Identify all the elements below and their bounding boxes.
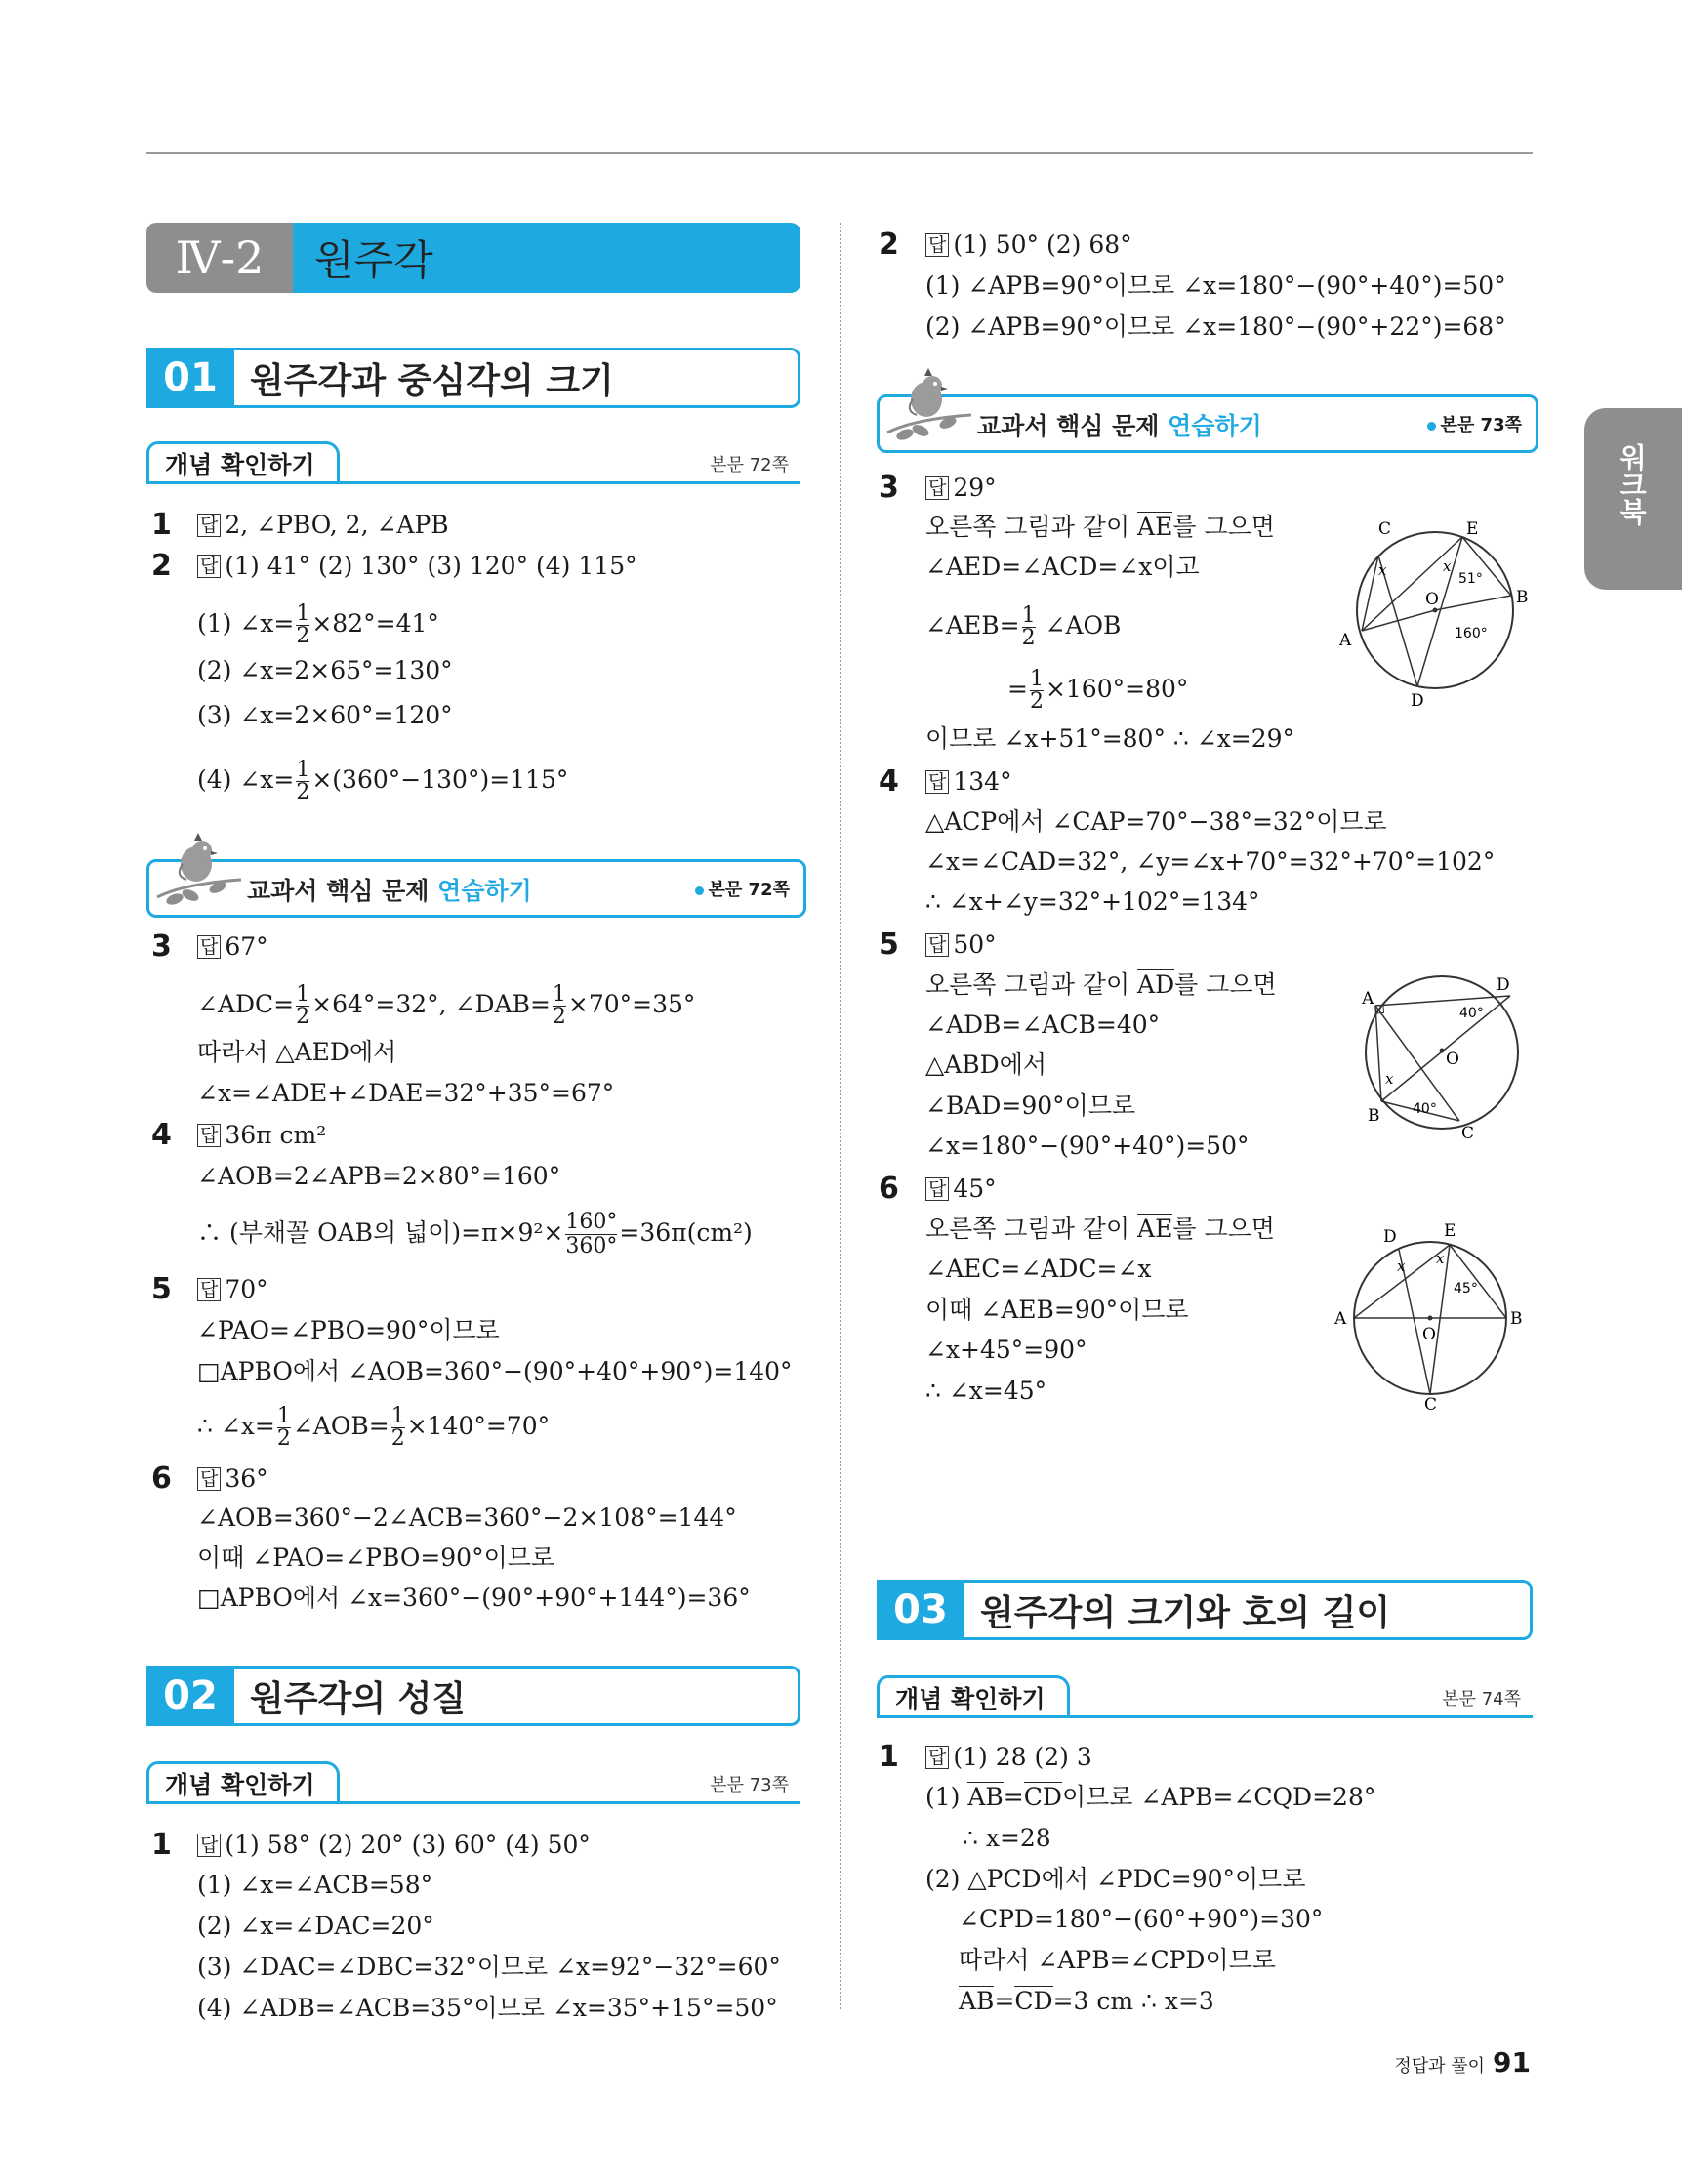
solution-line: ∠AED=∠ACD=∠x이고: [925, 553, 1200, 581]
answer-mark: 답: [925, 933, 949, 957]
circle-figure-q5: [1352, 967, 1533, 1142]
solution-line: □APBO에서 ∠AOB=360°−(90°+40°+90°)=140°: [197, 1357, 793, 1385]
solution-line: (1) AB=CD이므로 ∠APB=∠CQD=28°: [925, 1783, 1376, 1811]
label-o: O: [1446, 1050, 1459, 1069]
solution-line: (1) ∠x=∠ACB=58°: [197, 1871, 433, 1899]
answer-line: 답 134°: [925, 767, 1012, 797]
answer-line: 답 (1) 50° (2) 68°: [925, 230, 1132, 260]
concept-bar-1: [146, 441, 800, 484]
solution-line: ∠AOB=2∠APB=2×80°=160°: [197, 1162, 561, 1190]
label-d: D: [1411, 691, 1424, 708]
label-c: C: [1424, 1395, 1438, 1411]
practice-ref: 본문 73쪽: [1427, 411, 1522, 436]
label-d: D: [1383, 1227, 1397, 1247]
question-number: 3: [879, 471, 899, 505]
solution-line: ∴ ∠x+∠y=32°+102°=134°: [925, 887, 1260, 916]
answer-line: 답 50°: [925, 930, 997, 960]
question-number: 5: [151, 1272, 172, 1306]
angle-51: 51°: [1458, 571, 1483, 587]
solution-line: ∠AOB=360°−2∠ACB=360°−2×108°=144°: [197, 1504, 737, 1532]
concept-ref: 본문 73쪽: [710, 1775, 789, 1795]
solution-line: ∴ ∠x=45°: [925, 1377, 1047, 1405]
angle-40-bottom: 40°: [1413, 1101, 1437, 1117]
answer-mark: 답: [925, 1177, 949, 1201]
answer-line: 답 2, ∠PBO, 2, ∠APB: [197, 511, 449, 540]
solution-line: AB=CD=3 cm ∴ x=3: [959, 1987, 1214, 2015]
section-number: 02: [146, 1666, 234, 1726]
solution-line: 이므로 ∠x+51°=80° ∴ ∠x=29°: [925, 724, 1295, 753]
bird-icon: [885, 364, 973, 446]
solution-line: ∠AEC=∠ADC=∠x: [925, 1255, 1152, 1283]
solution-line: (2) ∠x=∠DAC=20°: [197, 1912, 434, 1940]
angle-45: 45°: [1454, 1281, 1478, 1297]
label-d: D: [1497, 975, 1510, 995]
answer-mark: 답: [925, 233, 949, 257]
answer-line: 답 (1) 58° (2) 20° (3) 60° (4) 50°: [197, 1831, 591, 1860]
label-a: A: [1339, 631, 1352, 650]
circle-figure-q3: [1337, 513, 1533, 708]
practice-bar-2: [877, 394, 1538, 453]
arc-ae: AE: [1137, 513, 1173, 541]
circle-figure-q6: [1333, 1220, 1528, 1411]
chapter-header: [146, 223, 800, 293]
section-title: 원주각의 크기와 호의 길이: [964, 1580, 1533, 1640]
solution-line: ∠BAD=90°이므로: [925, 1092, 1136, 1120]
practice-label: 교과서 핵심 문제 연습하기: [977, 412, 1262, 440]
chapter-title: 원주각: [293, 223, 800, 293]
solution-line: △ABD에서: [925, 1051, 1046, 1079]
bird-icon: [155, 829, 243, 911]
arc-ad: AD: [1137, 970, 1175, 999]
question-number: 6: [151, 1462, 172, 1496]
arc-cd: CD: [1023, 1783, 1062, 1811]
solution-line: 따라서 △AED에서: [197, 1038, 397, 1066]
footer-label: 정답과 풀이: [1394, 2056, 1486, 2077]
question-number: 6: [879, 1172, 899, 1206]
solution-line: 오른쪽 그림과 같이 AE를 그으면: [925, 1215, 1275, 1243]
label-b: B: [1516, 588, 1529, 607]
concept-label: 개념 확인하기: [877, 1675, 1070, 1717]
section-number: 01: [146, 348, 234, 408]
label-b: B: [1368, 1106, 1380, 1126]
answer-mark: 답: [197, 1834, 221, 1857]
solution-line: ∠AEB= $\frac{1}{2}$ ∠AOB: [925, 603, 1122, 650]
answer-line: 답 70°: [197, 1275, 268, 1304]
label-x: x: [1436, 1250, 1445, 1267]
question-number: 1: [879, 1740, 899, 1774]
solution-line: (2) △PCD에서 ∠PDC=90°이므로: [925, 1865, 1306, 1893]
column-divider: [840, 223, 841, 2009]
label-x: x: [1378, 561, 1387, 579]
question-number: 1: [151, 1828, 172, 1862]
side-tab-label: 워크북: [1616, 443, 1648, 525]
solution-line: 오른쪽 그림과 같이 AE를 그으면: [925, 513, 1275, 541]
answer-line: 답 (1) 41° (2) 130° (3) 120° (4) 115°: [197, 552, 637, 581]
label-x: x: [1443, 557, 1452, 575]
solution-line: ∠x=∠CAD=32°, ∠y=∠x+70°=32°+70°=102°: [925, 847, 1496, 876]
answer-line: 답 45°: [925, 1174, 997, 1204]
solution-line: 이때 ∠AEB=90°이므로: [925, 1296, 1189, 1324]
solution-line: ∠PAO=∠PBO=90°이므로: [197, 1316, 500, 1344]
label-c: C: [1378, 519, 1392, 539]
fraction: $\frac{1}{2}$: [1029, 667, 1044, 714]
arc-ab: AB: [959, 1987, 995, 2015]
answer-mark: 답: [197, 1124, 221, 1147]
angle-160: 160°: [1455, 626, 1488, 641]
solution-line: (4) ∠ADB=∠ACB=35°이므로 ∠x=35°+15°=50°: [197, 1994, 778, 2022]
solution-line: (2) ∠x=2×65°=130°: [197, 656, 453, 684]
label-o: O: [1425, 590, 1439, 609]
label-a: A: [1334, 1309, 1347, 1329]
solution-line: 이때 ∠PAO=∠PBO=90°이므로: [197, 1544, 555, 1572]
top-rule: [146, 152, 1533, 154]
answer-mark: 답: [925, 1746, 949, 1769]
concept-bar-3: [877, 1675, 1533, 1718]
label-c: C: [1461, 1124, 1475, 1142]
answer-line: 답 36°: [197, 1464, 268, 1494]
fraction: $\frac{1}{2}$: [552, 982, 566, 1029]
answer-line: 답 (1) 28 (2) 3: [925, 1743, 1092, 1772]
chapter-number: Ⅳ-2: [146, 223, 293, 293]
solution-line: 따라서 ∠APB=∠CPD이므로: [959, 1946, 1276, 1974]
practice-label: 교과서 핵심 문제 연습하기: [247, 877, 532, 905]
fraction: $\frac{1}{2}$: [296, 982, 310, 1029]
label-o: O: [1422, 1325, 1436, 1344]
question-number: 3: [151, 929, 172, 964]
solution-line: □APBO에서 ∠x=360°−(90°+90°+144°)=36°: [197, 1584, 751, 1612]
arc-ae: AE: [1137, 1215, 1173, 1243]
fraction: $\frac{160^\circ}{360^\circ}$: [565, 1210, 618, 1258]
fraction: $\frac{1}{2}$: [296, 758, 310, 804]
solution-line: (3) ∠DAC=∠DBC=32°이므로 ∠x=92°−32°=60°: [197, 1953, 781, 1981]
label-x: x: [1397, 1257, 1406, 1275]
question-number: 5: [879, 927, 899, 962]
concept-label: 개념 확인하기: [146, 1761, 340, 1803]
practice-ref: 본문 72쪽: [695, 876, 790, 901]
label-e: E: [1466, 519, 1479, 539]
solution-line: ∠x=∠ADE+∠DAE=32°+35°=67°: [197, 1079, 615, 1107]
solution-line: ∠CPD=180°−(60°+90°)=30°: [959, 1905, 1324, 1933]
section-01-heading: [146, 348, 800, 408]
concept-bar-2: [146, 1761, 800, 1804]
solution-line: (4) ∠x= $\frac{1}{2}$ ×(360°−130°)=115°: [197, 758, 569, 804]
label-a: A: [1362, 989, 1374, 1009]
answer-line: 답 36π cm²: [197, 1121, 326, 1150]
section-03-heading: [877, 1580, 1533, 1640]
fraction: $\frac{1}{2}$: [276, 1404, 291, 1451]
solution-line: ∠x+45°=90°: [925, 1336, 1087, 1364]
question-number: 2: [879, 227, 899, 262]
page-footer: [1394, 2046, 1531, 2079]
concept-ref: 본문 74쪽: [1442, 1689, 1521, 1710]
answer-mark: 답: [197, 935, 221, 959]
solution-line: ∠ADC= $\frac{1}{2}$ ×64°=32°, ∠DAB= $\frac{1}{2}$ ×70°=35°: [197, 982, 696, 1029]
fraction: $\frac{1}{2}$: [1021, 603, 1036, 650]
question-number: 4: [879, 764, 899, 799]
answer-mark: 답: [197, 514, 221, 537]
concept-ref: 본문 72쪽: [710, 455, 789, 475]
answer-mark: 답: [925, 770, 949, 794]
page-number: 91: [1493, 2046, 1531, 2079]
solution-line: ∠x=180°−(90°+40°)=50°: [925, 1132, 1250, 1160]
answer-mark: 답: [197, 555, 221, 578]
answer-mark: 답: [925, 476, 949, 500]
answer-mark: 답: [197, 1278, 221, 1301]
solution-line: (1) ∠x= $\frac{1}{2}$ ×82°=41°: [197, 601, 439, 648]
section-02-heading: [146, 1666, 800, 1726]
arc-cd: CD: [1014, 1987, 1053, 2015]
solution-line: (3) ∠x=2×60°=120°: [197, 701, 453, 729]
solution-line: ∴ x=28: [963, 1824, 1051, 1852]
label-e: E: [1444, 1221, 1456, 1241]
question-number: 4: [151, 1118, 172, 1152]
solution-line: (2) ∠APB=90°이므로 ∠x=180°−(90°+22°)=68°: [925, 312, 1506, 341]
section-title: 원주각의 성질: [234, 1666, 800, 1726]
solution-line: = $\frac{1}{2}$ ×160°=80°: [1007, 667, 1189, 714]
section-number: 03: [877, 1580, 964, 1640]
solution-line: 오른쪽 그림과 같이 AD를 그으면: [925, 970, 1277, 999]
answer-mark: 답: [197, 1467, 221, 1491]
angle-40-top: 40°: [1459, 1006, 1484, 1021]
practice-bar-1: [146, 859, 806, 918]
workbook-side-tab: [1584, 408, 1682, 590]
label-x: x: [1385, 1070, 1394, 1088]
section-title: 원주각과 중심각의 크기: [234, 348, 800, 408]
concept-label: 개념 확인하기: [146, 441, 340, 483]
fraction: $\frac{1}{2}$: [390, 1404, 405, 1451]
solution-line: ∴ (부채꼴 OAB의 넓이)=π×9²× $\frac{160^\circ}{360^\circ}$ =36π(cm²): [197, 1210, 753, 1258]
label-b: B: [1510, 1309, 1523, 1329]
solution-line: ∴ ∠x= $\frac{1}{2}$ ∠AOB= $\frac{1}{2}$ ×140°=70°: [197, 1404, 551, 1451]
answer-line: 답 29°: [925, 474, 997, 503]
answer-line: 답 67°: [197, 932, 268, 962]
solution-line: (1) ∠APB=90°이므로 ∠x=180°−(90°+40°)=50°: [925, 271, 1506, 300]
solution-line: △ACP에서 ∠CAP=70°−38°=32°이므로: [925, 807, 1387, 836]
solution-line: ∠ADB=∠ACB=40°: [925, 1010, 1161, 1039]
question-number: 2: [151, 549, 172, 583]
arc-ab: AB: [967, 1783, 1004, 1811]
question-number: 1: [151, 508, 172, 542]
fraction: $\frac{1}{2}$: [296, 601, 310, 648]
